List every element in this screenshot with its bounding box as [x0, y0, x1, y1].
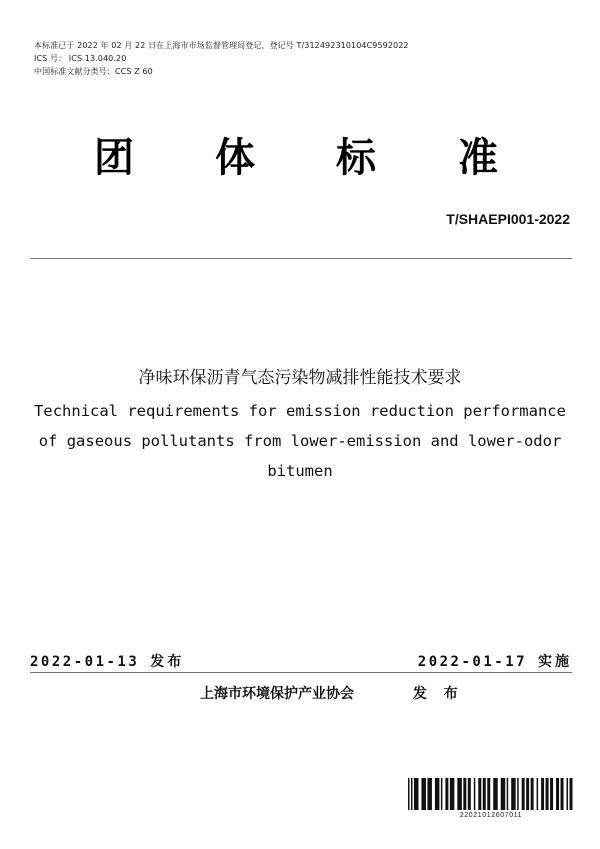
barcode-number: 22021012607011	[459, 812, 523, 819]
publish-date: 2022-01-13	[30, 654, 140, 670]
barcode-bar	[457, 778, 461, 810]
top-divider	[30, 258, 572, 259]
barcode-bar	[435, 778, 439, 810]
barcode-bar	[501, 778, 505, 810]
standard-number: T/SHAEPI001-2022	[446, 211, 570, 227]
english-title-line: bitumen	[267, 462, 333, 480]
barcode-bar	[445, 778, 448, 810]
barcode-bar	[483, 778, 486, 810]
barcode-bar	[408, 778, 410, 810]
barcode-bar	[561, 778, 564, 810]
barcode-bar	[468, 778, 471, 810]
english-title-line: Technical requirements for emission reduction performance	[34, 402, 566, 420]
barcode-bar	[556, 778, 559, 810]
barcode-bar	[487, 778, 490, 810]
bottom-divider	[30, 672, 572, 673]
barcode-bar	[541, 778, 544, 810]
registration-note: 本标准已于 2022 年 02 月 22 日在上海市市场监督管理局登记，登记号 T/312492310104C9592022	[34, 41, 409, 50]
barcode-bar	[493, 778, 497, 810]
barcode-bar	[526, 778, 529, 810]
ics-number: ICS 号： ICS 13.040.20	[34, 54, 127, 63]
implement-label: 实施	[538, 654, 572, 670]
barcode-bar	[507, 778, 509, 810]
chinese-title: 净味环保沥青气态污染物减排性能技术要求	[138, 368, 462, 388]
barcode-bar	[511, 778, 515, 810]
ccs-classification: 中国标准文献分类号：CCS Z 60	[34, 67, 153, 76]
barcode-bar	[567, 778, 569, 810]
barcode-bar	[411, 778, 413, 810]
publisher-verb: 发 布	[412, 686, 464, 702]
barcode-bar	[450, 778, 454, 810]
barcode-bar	[421, 778, 425, 810]
barcode-bar	[570, 778, 573, 810]
heading-char: 体	[215, 135, 255, 181]
barcode-bar	[517, 778, 519, 810]
heading-char: 标	[336, 135, 376, 181]
barcode-bar	[414, 778, 418, 810]
barcode-bar	[463, 778, 466, 810]
implement-date-block	[418, 651, 572, 671]
publish-date-block	[30, 651, 184, 671]
barcode	[408, 778, 574, 819]
barcode-bar	[531, 778, 534, 810]
barcode-bar	[441, 778, 443, 810]
barcode-bar	[550, 778, 553, 810]
barcode-bar	[474, 778, 476, 810]
heading-char: 准	[458, 135, 498, 181]
publisher-name: 上海市环境保护产业协会	[200, 686, 354, 702]
barcode-bar	[478, 778, 481, 810]
barcode-bar	[537, 778, 539, 810]
barcode-bar	[546, 778, 549, 810]
publish-label: 发布	[150, 654, 185, 670]
barcode-bar	[427, 778, 431, 810]
english-title-line: of gaseous pollutants from lower-emission and lower-odor	[38, 432, 562, 450]
heading-char: 团	[94, 135, 134, 181]
barcode-bar	[522, 778, 525, 810]
barcode-bars	[408, 778, 574, 810]
publisher-line	[200, 683, 464, 703]
implement-date: 2022-01-17	[417, 654, 528, 670]
